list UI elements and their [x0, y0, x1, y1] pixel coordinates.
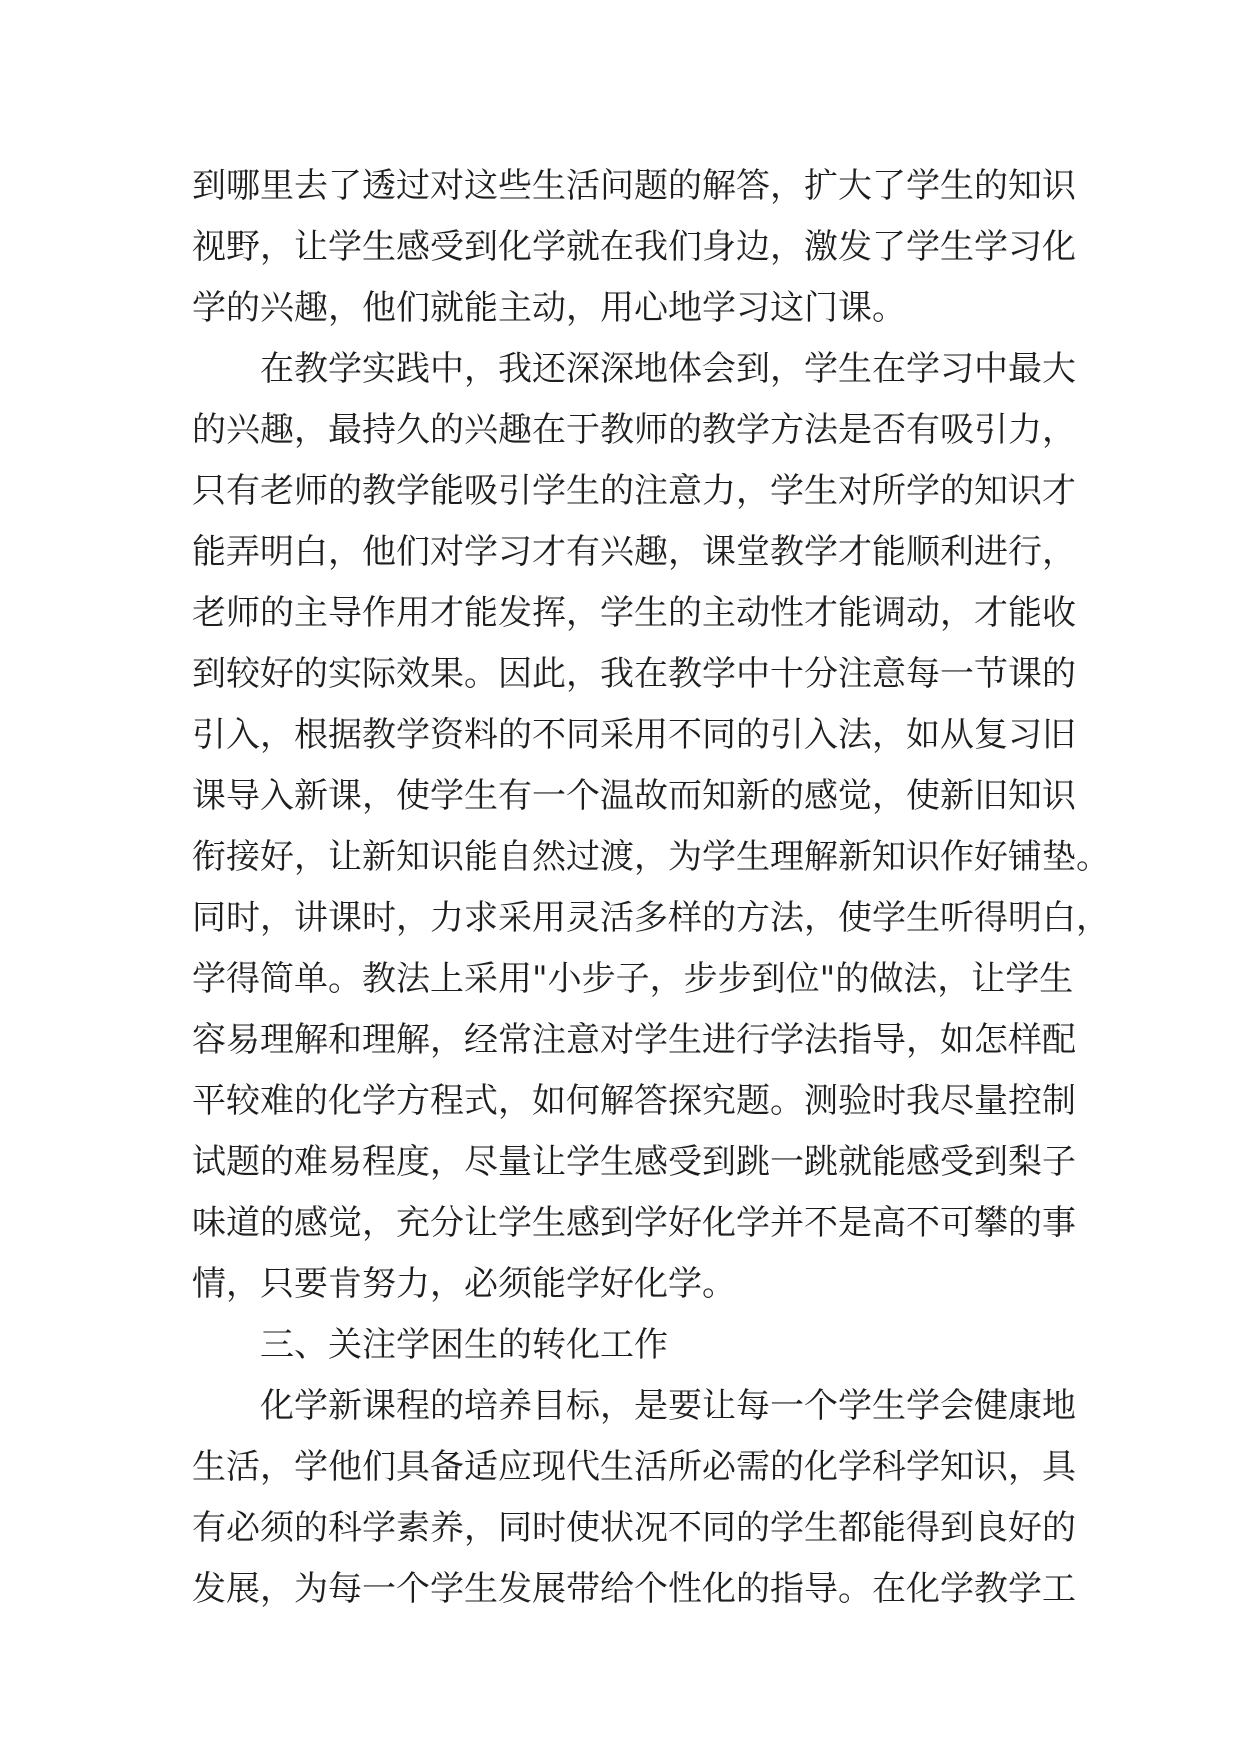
text-line: 试题的难易程度，尽量让学生感受到跳一跳就能感受到梨子 [192, 1142, 1076, 1182]
text-line: 味道的感觉，充分让学生感到学好化学并不是高不可攀的事 [192, 1203, 1076, 1243]
text-line: 引入，根据教学资料的不同采用不同的引入法，如从复习旧 [192, 715, 1076, 755]
text-line: 平较难的化学方程式，如何解答探究题。测验时我尽量控制 [192, 1081, 1076, 1121]
text-line: 到哪里去了透过对这些生活问题的解答，扩大了学生的知识 [192, 166, 1076, 206]
text-line: 容易理解和理解，经常注意对学生进行学法指导，如怎样配 [192, 1020, 1076, 1060]
text-line: 视野，让学生感受到化学就在我们身边，激发了学生学习化 [192, 227, 1076, 267]
paragraph-first-line: 在教学实践中，我还深深地体会到，学生在学习中最大 [260, 349, 1076, 389]
text-line: 生活，学他们具备适应现代生活所必需的化学科学知识，具 [192, 1447, 1076, 1487]
text-line: 能弄明白，他们对学习才有兴趣，课堂教学才能顺利进行， [192, 532, 1076, 572]
text-line: 发展，为每一个学生发展带给个性化的指导。在化学教学工 [192, 1569, 1076, 1609]
section-heading: 三、关注学困生的转化工作 [260, 1325, 668, 1365]
text-line: 老师的主导作用才能发挥，学生的主动性才能调动，才能收 [192, 593, 1076, 633]
text-line: 学的兴趣，他们就能主动，用心地学习这门课。 [192, 288, 906, 328]
paragraph-first-line: 化学新课程的培养目标，是要让每一个学生学会健康地 [260, 1386, 1076, 1426]
text-line: 的兴趣，最持久的兴趣在于教师的教学方法是否有吸引力， [192, 410, 1076, 450]
body-text [192, 156, 1110, 1620]
text-line: 到较好的实际效果。因此，我在教学中十分注意每一节课的 [192, 654, 1076, 694]
text-line: 学得简单。教法上采用"小步子，步步到位"的做法，让学生 [192, 959, 1074, 999]
text-line: 课导入新课，使学生有一个温故而知新的感觉，使新旧知识 [192, 776, 1076, 816]
text-line: 情，只要肯努力，必须能学好化学。 [192, 1264, 736, 1304]
text-line: 有必须的科学素养，同时使状况不同的学生都能得到良好的 [192, 1508, 1076, 1548]
text-line: 只有老师的教学能吸引学生的注意力，学生对所学的知识才 [192, 471, 1076, 511]
text-line: 同时，讲课时，力求采用灵活多样的方法，使学生听得明白， [192, 898, 1110, 938]
text-line: 衔接好，让新知识能自然过渡，为学生理解新知识作好铺垫。 [192, 837, 1110, 877]
